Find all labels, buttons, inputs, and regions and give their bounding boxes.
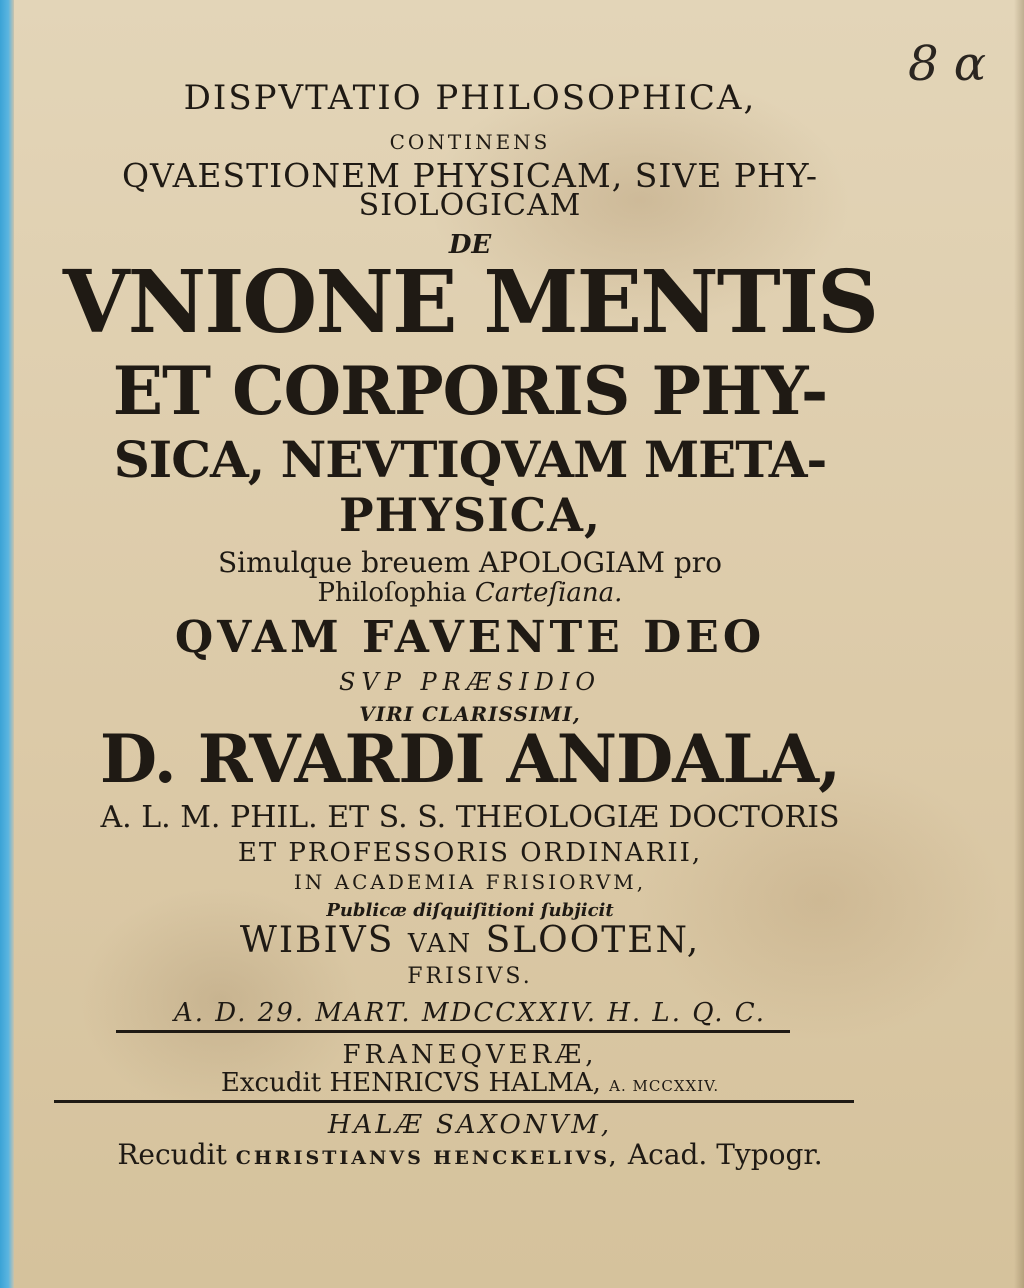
praeses-titles-2: ET PROFESSORIS ORDINARII, xyxy=(237,838,703,868)
subtitle-line-2 xyxy=(20,578,920,608)
respondent-origin: FRISIVS. xyxy=(407,964,533,989)
praeses-titles-1: A. L. M. PHIL. ET S. S. THEOLOGIÆ DOCTORIS xyxy=(100,800,840,835)
subtitle-cartesiana: Carteſiana. xyxy=(474,578,623,608)
imprint-place-1: FRANEQVERÆ, xyxy=(342,1040,598,1070)
viri-clarissimi: VIRI CLARISSIMI, xyxy=(359,702,581,726)
title-de: DE xyxy=(448,230,492,260)
imprint-year: A. MCCXXIV. xyxy=(609,1077,720,1095)
sub-praesidio: SVP PRÆSIDIO xyxy=(338,668,602,696)
disputation-date: A. D. 29. MART. MDCCXXIV. H. L. Q. C. xyxy=(173,998,767,1028)
respondent-first: WIBIVS xyxy=(239,920,408,961)
imprint-printer-2 xyxy=(20,1138,920,1171)
imprint-acad: Acad. Typogr. xyxy=(619,1138,823,1171)
title-line-2: CONTINENS xyxy=(389,130,551,154)
subtitle-line-1: Simulque breuem APOLOGIAM pro xyxy=(218,546,722,579)
main-title-3: SICA, NEVTIQVAM META- xyxy=(113,430,827,489)
page-edge xyxy=(0,0,14,1288)
imprint-printer-1 xyxy=(20,1068,920,1098)
academia: IN ACADEMIA FRISIORVM, xyxy=(293,870,647,894)
main-title-1: VNIONE MENTIS xyxy=(62,252,878,353)
main-title-2: ET CORPORIS PHY- xyxy=(112,352,828,430)
respondent-last: SLOOTEN, xyxy=(472,920,701,961)
publicae-disquisitioni: Publicæ diſquiſitioni ſubjicit xyxy=(326,900,614,921)
page-shadow xyxy=(1014,0,1024,1288)
title-line-1: DISPVTATIO PHILOSOPHICA, xyxy=(183,78,757,118)
title-line-4: SIOLOGICAM xyxy=(358,188,582,223)
imprint-place-2: HALÆ SAXONVM, xyxy=(327,1110,613,1140)
praeses-name: D. RVARDI ANDALA, xyxy=(99,720,841,798)
favente-deo: QVAM FAVENTE DEO xyxy=(174,612,766,663)
handwritten-note: 8 α xyxy=(908,36,987,92)
imprint-printer-1-main: Excudit HENRICVS HALMA, xyxy=(220,1068,610,1098)
rule-2 xyxy=(54,1100,854,1103)
rule-1 xyxy=(116,1030,790,1033)
respondent-name xyxy=(20,920,920,961)
subtitle-philosophia: Philoſophia xyxy=(317,578,475,608)
main-title-4: PHYSICA, xyxy=(339,488,601,542)
imprint-recudit: Recudit xyxy=(117,1138,236,1171)
imprint-printer-name: CHRISTIANVS HENCKELIVS, xyxy=(235,1147,620,1169)
title-line-3: QVAESTIONEM PHYSICAM, SIVE PHY- xyxy=(121,156,819,195)
respondent-van: VAN xyxy=(407,929,473,959)
